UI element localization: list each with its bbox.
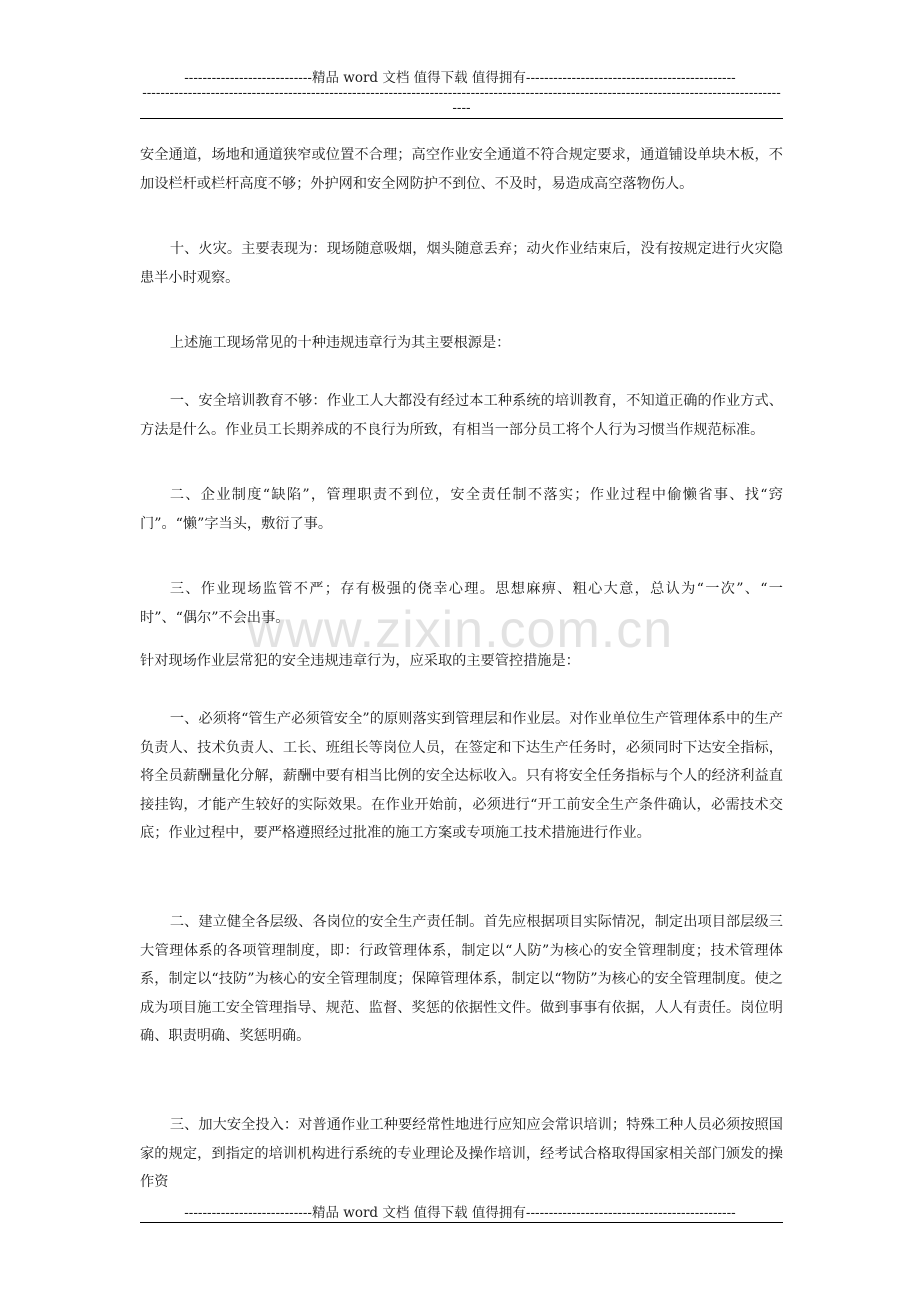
watermark: www.zixin.com.cn	[246, 601, 674, 659]
footer-rule	[140, 1222, 783, 1223]
paragraph-measures-intro: 针对现场作业层常犯的安全违规违章行为，应采取的主要管控措施是：	[140, 653, 580, 669]
paragraph-fire: 十、火灾。主要表现为：现场随意吸烟，烟头随意丢弃；动火作业结束后，没有按规定进行火灾隐患半小时观察。	[140, 241, 783, 286]
page-header: ----------------------------精品 word 文档 值得下载 值得拥有----------------------------------------------	[184, 70, 736, 86]
paragraph-measure-1: 一、必须将“管生产必须管安全”的原则落实到管理层和作业层。对作业单位生产管理体系中的生产负责人、技术负责人、工长、班组长等岗位人员，在签定和下达生产任务时，必须同时下达安全指标，将全员薪酬量化分解，薪酬中要有相当比例的安全达标收入。只有将安全任务指标与个人的经济利益直接挂钩，才能产生较好的实际效果。在作业开始前，必须进行“开工前安全生产条件确认，必需技术交底；作业过程中，要严格遵照经过批准的施工方案或专项施工技术措施进行作业。	[140, 711, 783, 841]
paragraph-cause-1: 一、安全培训教育不够：作业工人大都没有经过本工种系统的培训教育，不知道正确的作业方式、方法是什么。作业员工长期养成的不良行为所致，有相当一部分员工将个人行为习惯当作规范标准。	[140, 393, 783, 438]
header-dash-continuation: ----	[452, 100, 471, 116]
header-dash-line: --------------------------------------------------------------------------------------------------------------------------------------------	[142, 85, 781, 101]
paragraph-cause-3: 三、作业现场监管不严；存有极强的侥幸心理。思想麻痹、粗心大意，总认为“一次”、“一时”、“偶尔”不会出事。	[140, 581, 783, 626]
paragraph-measure-2: 二、建立健全各层级、各岗位的安全生产责任制。首先应根据项目实际情况，制定出项目部层级三大管理体系的各项管理制度，即：行政管理体系，制定以“人防”为核心的安全管理制度；技术管理体系，制定以“技防”为核心的安全管理制度；保障管理体系，制定以“物防”为核心的安全管理制度。使之成为项目施工安全管理指导、规范、监督、奖惩的依据性文件。做到事事有依据，人人有责任。岗位明确、职责明确、奖惩明确。	[140, 914, 783, 1044]
paragraph-continuation: 安全通道，场地和通道狭窄或位置不合理；高空作业安全通道不符合规定要求，通道铺设单块木板，不加设栏杆或栏杆高度不够；外护网和安全网防护不到位、不及时，易造成高空落物伤人。	[140, 147, 783, 192]
header-rule	[140, 118, 783, 119]
paragraph-cause-2: 二、企业制度“缺陷”，管理职责不到位，安全责任制不落实；作业过程中偷懒省事、找“窍门”。“懒”字当头，敷衍了事。	[140, 487, 783, 532]
paragraph-root-causes-intro: 上述施工现场常见的十种违规违章行为其主要根源是：	[169, 335, 511, 351]
page-footer: ----------------------------精品 word 文档 值得下载 值得拥有----------------------------------------------	[184, 1205, 736, 1221]
paragraph-measure-3: 三、加大安全投入：对普通作业工种要经常性地进行应知应会常识培训；特殊工种人员必须按照国家的规定，到指定的培训机构进行系统的专业理论及操作培训，经考试合格取得国家相关部门颁发的操作资	[140, 1117, 783, 1190]
